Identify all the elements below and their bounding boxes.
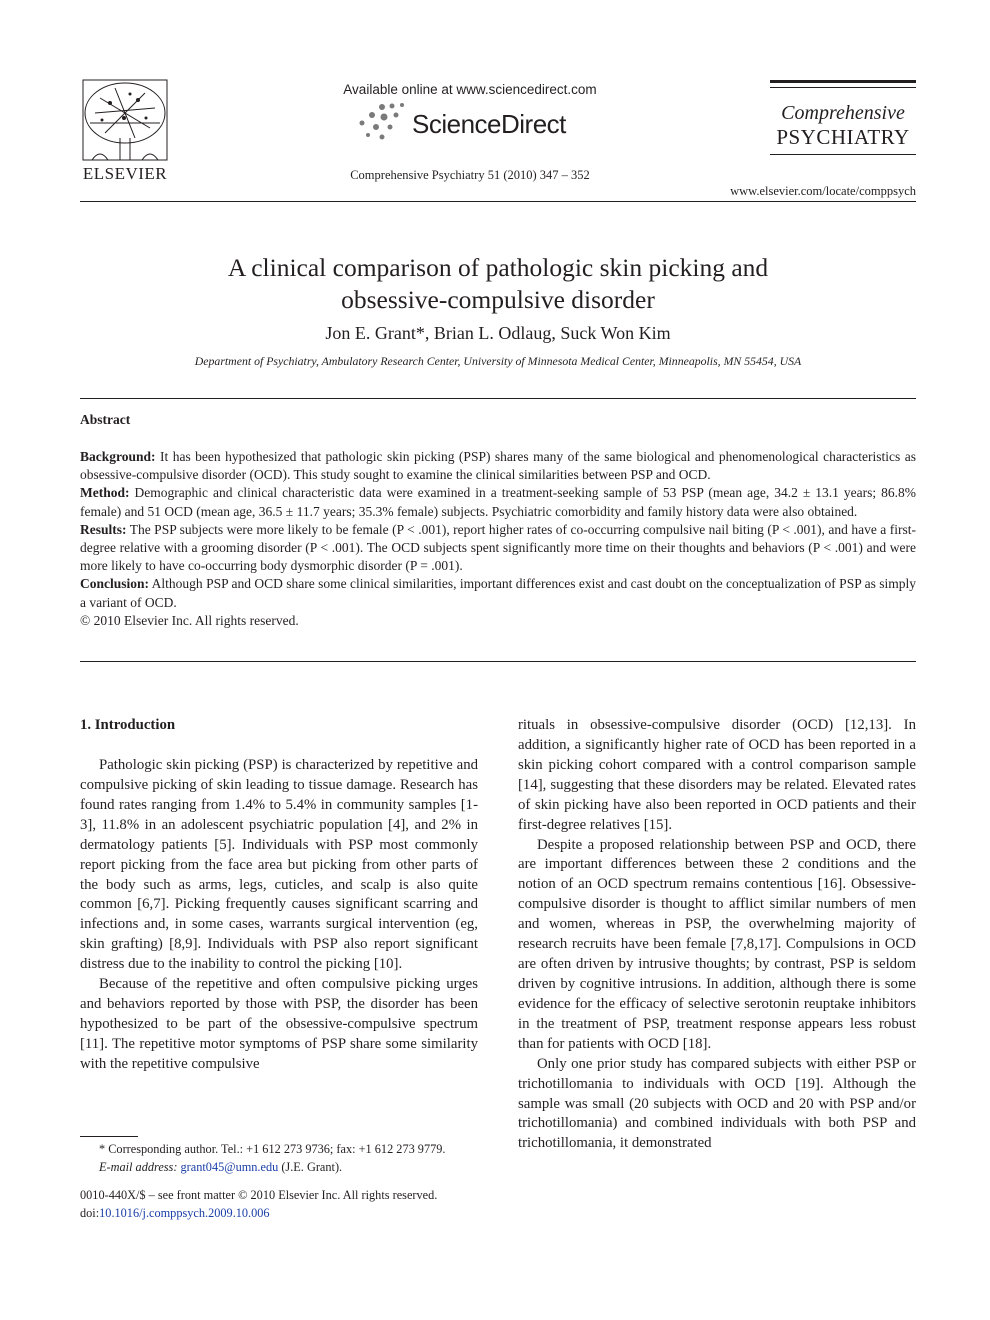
doi-line <box>80 1205 478 1223</box>
abstract-background-label: Background: <box>80 449 156 464</box>
doi-link[interactable]: 10.1016/j.comppsych.2009.10.006 <box>99 1205 270 1220</box>
doi-label: doi: <box>80 1205 100 1220</box>
journal-logo-line2: PSYCHIATRY <box>776 125 910 149</box>
article-authors: Jon E. Grant*, Brian L. Odlaug, Suck Won Kim <box>325 323 671 343</box>
abstract-results-text: The PSP subjects were more likely to be female (P < .001), report higher rates of co-occurring compulsive nail biting (P < .001), and have a first-degree relative with a grooming disorder (P < .001). The OCD subjects spent significantly more time on their thoughts and behaviors (P < .001) and were more likely to have co-occurring body dysmorphic disorder (P = .001). <box>80 521 916 574</box>
sciencedirect-name: ScienceDirect <box>412 109 566 139</box>
front-matter <box>80 1187 478 1222</box>
abstract-results <box>80 521 916 576</box>
footnote <box>80 1141 478 1176</box>
article-title-line2: obsessive-compulsive disorder <box>341 285 655 314</box>
abstract-heading: Abstract <box>80 412 131 427</box>
publisher-name: ELSEVIER <box>82 164 168 183</box>
abstract-divider-bottom <box>80 661 916 662</box>
email-line <box>80 1159 478 1177</box>
journal-reference: Comprehensive Psychiatry 51 (2010) 347 – 352 <box>350 168 590 182</box>
abstract-results-label: Results: <box>80 521 127 537</box>
journal-logo-rule <box>770 154 916 155</box>
corresponding-author-note: * Corresponding author. Tel.: +1 612 273 9736; fax: +1 612 273 9779. <box>99 1142 446 1156</box>
intro-paragraph-1: Pathologic skin picking (PSP) is characterized by repetitive and compulsive picking of skin leading to tissue damage. Research has found rates ranging from 1.4% to 5.4% in community samples [1-3], 11.8% in an adolescent psychiatric population [4], and 2% in dermatology patients [5]. Individuals with PSP most commonly report picking from the face area but picking from other parts of the body such as arms, legs, cuticles, and scalp is also quite common [6,7]. Picking frequently causes significant scarring and infections and, in some cases, warrants surgical intervention (eg, skin grafting) [8,9]. Individuals with PSP also report significant distress due to the inability to control the picking [10]. <box>80 757 478 973</box>
front-matter-text: 0010-440X/$ – see front matter © 2010 Elsevier Inc. All rights reserved. <box>80 1188 438 1202</box>
abstract-copyright: © 2010 Elsevier Inc. All rights reserved. <box>80 612 299 628</box>
intro-paragraph-4: Despite a proposed relationship between PSP and OCD, there are important differences between these 2 conditions and the notion of an OCD spectrum remains contentious [16]. Obsessive-compulsive disorder is thought to afflict similar numbers of men and women, whereas in PSP, the overwhelming majority of research recruits have been female [7,8,17]. Compulsions in OCD are often driven by intrusive thoughts; by contrast, PSP is seldom driven by cognitive intrusions. In addition, although there is some evidence for the efficacy of selective serotonin reuptake inhibitors in the treatment of PSP, treatment response appears less robust than for patients with OCD [18]. <box>518 836 916 1052</box>
abstract-body <box>80 448 916 630</box>
journal-logo-rule <box>770 87 916 88</box>
abstract-background-text: It has been hypothesized that pathologic skin picking (PSP) shares many of the same biological and phenomenological characteristics as obsessive-compulsive disorder (OCD). This study sought to examine the clinical similarities between PSP and OCD. <box>80 449 916 483</box>
article-affiliation: Department of Psychiatry, Ambulatory Research Center, University of Minnesota Medical Center, Minneapolis, MN 55454, USA <box>194 354 802 368</box>
intro-paragraph-2: Because of the repetitive and often compulsive picking urges and behaviors reported by those with PSP, the disorder has been hypothesized to be part of the obsessive-compulsive spectrum [11]. The repetitive motor symptoms of PSP share some similarity with the repetitive compulsive <box>80 976 478 1072</box>
right-column <box>518 716 916 1154</box>
header-divider <box>80 201 916 202</box>
abstract-conclusion-text: Although PSP and OCD share some clinical similarities, important differences exist and cast doubt on the conceptualization of PSP as simply a variant of OCD. <box>80 576 916 610</box>
abstract-method <box>80 484 916 520</box>
abstract-divider-top <box>80 398 916 399</box>
journal-url[interactable]: www.elsevier.com/locate/comppsych <box>730 184 916 198</box>
email-label: E-mail address: <box>99 1159 178 1174</box>
article-title <box>120 252 876 316</box>
email-suffix: (J.E. Grant). <box>278 1159 343 1174</box>
footnote-divider <box>80 1136 138 1137</box>
abstract-method-text: Demographic and clinical characteristic data were examined in a treatment-seeking sample of 53 PSP (mean age, 34.2 ± 13.1 years; 86.8% female) and 51 OCD (mean age, 36.5 ± 11.7 years; 35.3% female) subjects. Psychiatric comorbidity and family history data were also obtained. <box>80 485 916 519</box>
abstract-background <box>80 448 916 484</box>
left-column <box>80 756 478 1075</box>
available-online-text: Available online at www.sciencedirect.com <box>343 82 597 97</box>
email-link[interactable]: grant045@umn.edu <box>180 1159 279 1174</box>
intro-paragraph-3: rituals in obsessive-compulsive disorder (OCD) [12,13]. In addition, a significantly higher rate of OCD has been reported in a skin picking cohort compared with a control comparison sample [14], suggesting that these disorders may be related. Elevated rates of skin picking have also been reported in OCD patients and their first-degree relatives [15]. <box>518 717 916 833</box>
abstract-conclusion-label: Conclusion: <box>80 576 150 592</box>
section-heading-introduction: 1. Introduction <box>80 717 176 733</box>
journal-logo-rule <box>770 80 916 83</box>
sciencedirect-logo-icon <box>352 101 592 145</box>
abstract-method-label: Method: <box>80 485 130 501</box>
intro-paragraph-5: Only one prior study has compared subjects with either PSP or trichotillomania to individuals with OCD [19]. Although the sample was small (20 subjects with OCD and 20 with PSP and/or trichotillomania) and combined individuals with both PSP and trichotillomania, it demonstrated <box>518 1055 916 1152</box>
abstract-conclusion <box>80 575 916 611</box>
article-title-line1: A clinical comparison of pathologic skin picking and <box>227 253 769 282</box>
journal-logo-line1: Comprehensive <box>781 102 905 124</box>
